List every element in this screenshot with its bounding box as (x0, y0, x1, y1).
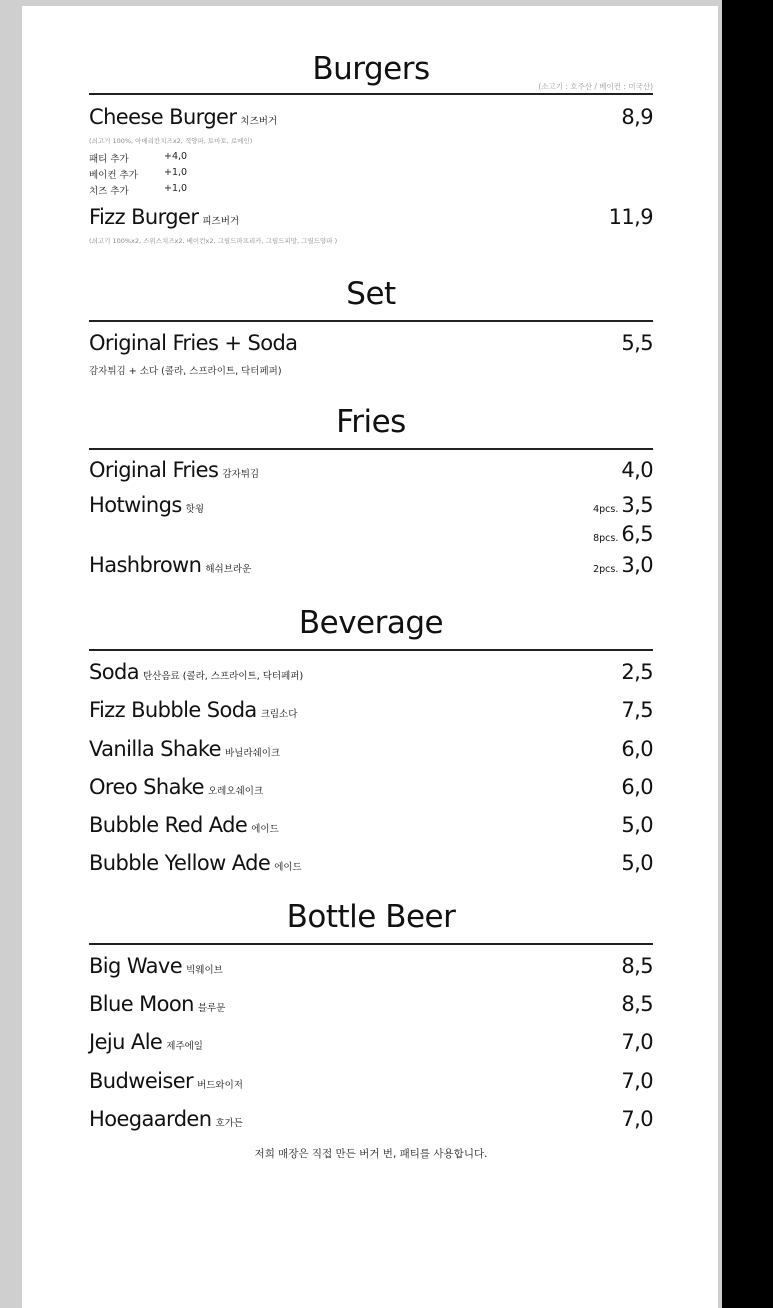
item-kr-name: 해쉬브라운 (205, 564, 252, 575)
menu-item-oreo-shake (89, 775, 263, 799)
item-kr-name: 블루문 (197, 1003, 226, 1014)
item-detail: (쇠고기 100%, 아메리칸치즈x2, 적양파, 토마토, 로메인) (89, 137, 253, 145)
option-label: 치즈 추가 (89, 186, 129, 197)
section-title-fries: Fries (336, 404, 406, 440)
pcs-label: 4pcs. (593, 504, 619, 515)
item-price: 11,9 (608, 205, 653, 229)
section-set (89, 274, 653, 382)
item-kr-name: 크림소다 (260, 709, 298, 720)
item-name: Vanilla Shake (89, 737, 222, 761)
item-kr-name: 치즈버거 (240, 116, 278, 127)
menu-item-hashbrown (89, 553, 251, 577)
item-name: Original Fries (89, 458, 219, 482)
beverage-items (89, 651, 653, 891)
menu-item-hoegaarden (89, 1107, 243, 1131)
item-price: 8,5 (621, 992, 653, 1016)
beer-items (89, 945, 653, 1145)
item-price: 5,5 (621, 331, 653, 355)
item-kr-name: 제주에일 (166, 1041, 203, 1052)
item-name: Blue Moon (89, 992, 194, 1016)
option-label: 패티 추가 (89, 154, 129, 165)
menu-item-jeju-ale (89, 1030, 203, 1054)
item-price (593, 553, 653, 577)
menu-item-soda (89, 660, 303, 684)
option-price: +1,0 (164, 183, 188, 194)
section-fries (89, 402, 653, 590)
item-name: Cheese Burger (89, 105, 237, 129)
item-price: 7,0 (621, 1107, 653, 1131)
option-row (89, 183, 188, 197)
item-name: Fizz Burger (89, 205, 199, 229)
item-kr-name: 바닐라쉐이크 (225, 748, 281, 759)
item-price: 2,5 (621, 660, 653, 684)
item-kr-name: 핫윙 (185, 504, 205, 515)
price-value: 6,5 (621, 522, 653, 546)
item-kr-name: 오레오쉐이크 (208, 786, 264, 797)
item-name: Jeju Ale (89, 1030, 163, 1054)
menu-item-hotwings (89, 493, 204, 517)
menu-item-vanilla-shake (89, 737, 280, 761)
fries-items (89, 450, 653, 590)
item-price (593, 493, 653, 517)
menu-page (22, 6, 718, 1308)
item-kr-name: 버드와이저 (197, 1080, 243, 1091)
option-label: 베이컨 추가 (89, 170, 138, 181)
section-burgers (89, 49, 653, 305)
option-row (89, 167, 188, 181)
section-bottle-beer (89, 897, 653, 1145)
item-name: Oreo Shake (89, 775, 204, 799)
item-name: Hashbrown (89, 553, 202, 577)
item-price: 7,0 (621, 1069, 653, 1093)
item-detail: (쇠고기 100%x2, 스위스치즈x2, 베이컨x2, 그릴드파프리카, 그릴드피망, 그릴드양파 ) (89, 237, 338, 245)
item-price: 5,0 (621, 813, 653, 837)
menu-item-fries-soda-set: Original Fries + Soda (89, 331, 298, 355)
item-name: Soda (89, 660, 139, 684)
set-items (89, 322, 653, 382)
section-title-burgers: Burgers (312, 51, 430, 87)
section-title-beverage: Beverage (298, 605, 444, 641)
pcs-label: 2pcs. (593, 564, 619, 575)
item-price: 5,0 (621, 851, 653, 875)
item-kr-name: 에이드 (251, 824, 279, 835)
menu-item-big-wave (89, 954, 223, 978)
item-name: Hotwings (89, 493, 182, 517)
footer-note: 저희 매장은 직접 만든 버거 번, 패티를 사용합니다. (254, 1148, 488, 1160)
item-price: 4,0 (621, 458, 653, 482)
menu-item-budweiser (89, 1069, 243, 1093)
price-value: 3,0 (621, 553, 653, 577)
menu-item-blue-moon (89, 992, 225, 1016)
item-price: 8,5 (621, 954, 653, 978)
pcs-label: 8pcs. (593, 533, 619, 544)
section-title-bottle-beer: Bottle Beer (286, 899, 456, 935)
item-kr-name: 감자튀김 (222, 469, 260, 480)
item-price (593, 522, 653, 546)
item-price: 7,0 (621, 1030, 653, 1054)
item-price: 6,0 (621, 775, 653, 799)
option-price: +1,0 (164, 167, 188, 178)
item-kr-name: 피즈버거 (202, 216, 240, 227)
item-name: Bubble Yellow Ade (89, 851, 271, 875)
menu-item-bubble-red-ade (89, 813, 279, 837)
menu-item-original-fries (89, 458, 259, 482)
item-name: Fizz Bubble Soda (89, 698, 257, 722)
option-row (89, 151, 188, 165)
item-kr-name: 에이드 (274, 862, 302, 873)
item-price: 6,0 (621, 737, 653, 761)
item-kr-name: 탄산음료 (콜라, 스프라이트, 닥터페퍼) (142, 671, 304, 682)
item-subtitle: 감자튀김 + 소다 (콜라, 스프라이트, 닥터페퍼) (89, 366, 282, 377)
item-kr-name: 호가든 (215, 1118, 243, 1129)
price-value: 3,5 (621, 493, 653, 517)
item-price: 7,5 (621, 698, 653, 722)
section-beverage (89, 603, 653, 891)
item-kr-name: 빅웨이브 (186, 965, 223, 976)
item-name: Big Wave (89, 954, 183, 978)
item-name: Hoegaarden (89, 1107, 212, 1131)
item-name: Budweiser (89, 1069, 194, 1093)
item-price: 8,9 (621, 105, 653, 129)
section-title-set: Set (346, 276, 396, 312)
menu-item-fizz-burger (89, 205, 239, 229)
menu-item-fizz-bubble-soda (89, 698, 297, 722)
option-price: +4,0 (164, 151, 188, 162)
origin-note: (소고기 : 호주산 / 베이컨 : 미국산) (538, 82, 653, 91)
menu-item-bubble-yellow-ade (89, 851, 302, 875)
menu-item-cheese-burger (89, 105, 277, 129)
item-name: Bubble Red Ade (89, 813, 248, 837)
